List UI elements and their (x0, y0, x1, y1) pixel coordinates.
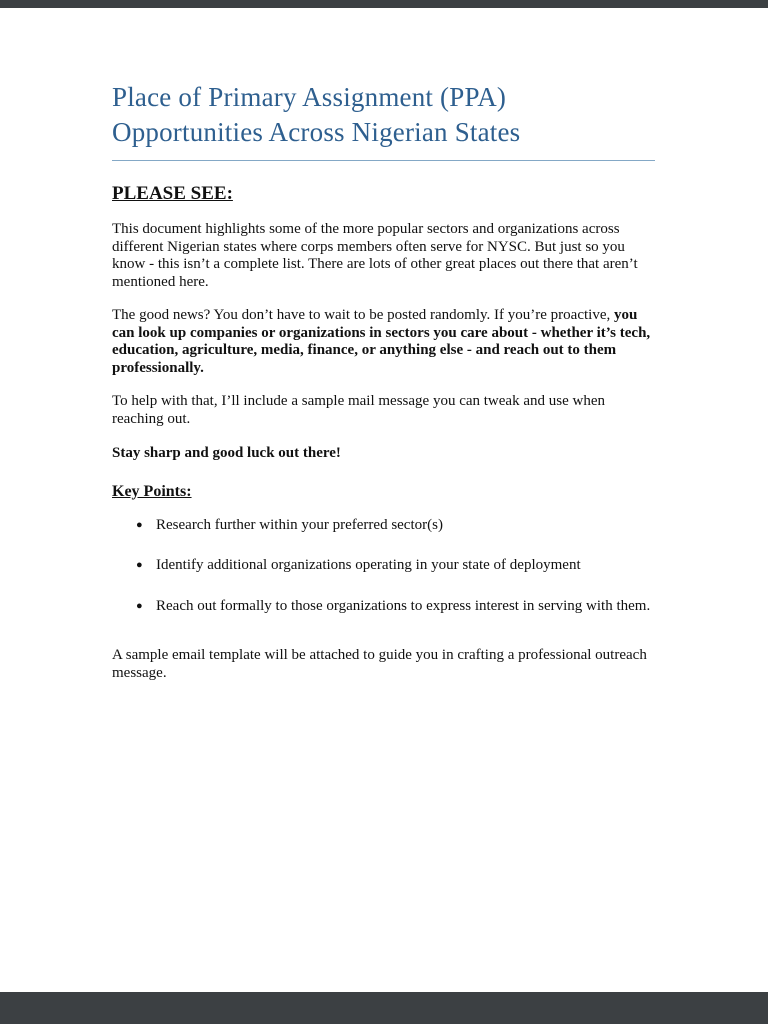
document-page (0, 8, 768, 992)
paragraph-good-news-normal: The good news? You don’t have to wait to be posted randomly. If you’re proactive, (112, 307, 614, 323)
list-item (112, 557, 655, 575)
paragraph-help: To help with that, I’ll include a sample mail message you can tweak and use when reaching out. (112, 393, 605, 427)
bullet-icon: ● (136, 518, 143, 531)
document-title: Place of Primary Assignment (PPA) Opportunities Across Nigerian States (112, 82, 521, 147)
paragraph-intro: This document highlights some of the more popular sectors and organizations across different Nigerian states where corps members often serve for NYSC. But just so you know - this isn’t a complete list. There are lots of other great places out there that aren’t mentioned here. (112, 221, 638, 290)
paragraph-good-news (112, 307, 655, 377)
list-item-text: Research further within your preferred sector(s) (156, 516, 443, 533)
paragraph-closing: A sample email template will be attached to guide you in crafting a professional outreach message. (112, 647, 647, 681)
title-divider (112, 160, 655, 161)
paragraph-good-news-bold: you can look up companies or organizations in sectors you care about - whether it’s tech, education, agriculture, media, finance, or anything else - and reach out to them professionally. (112, 307, 651, 376)
key-points-list (112, 517, 655, 616)
list-item (112, 517, 655, 535)
list-item-text: Reach out formally to those organizations to express interest in serving with them. (156, 597, 651, 614)
paragraph-stay-sharp: Stay sharp and good luck out there! (112, 445, 341, 461)
list-item (112, 598, 655, 616)
list-item-text: Identify additional organizations operating in your state of deployment (156, 557, 581, 573)
bullet-icon: ● (136, 599, 143, 612)
bullet-icon: ● (136, 559, 143, 571)
heading-key-points: Key Points: (112, 482, 192, 500)
heading-please-see: PLEASE SEE: (112, 183, 233, 204)
